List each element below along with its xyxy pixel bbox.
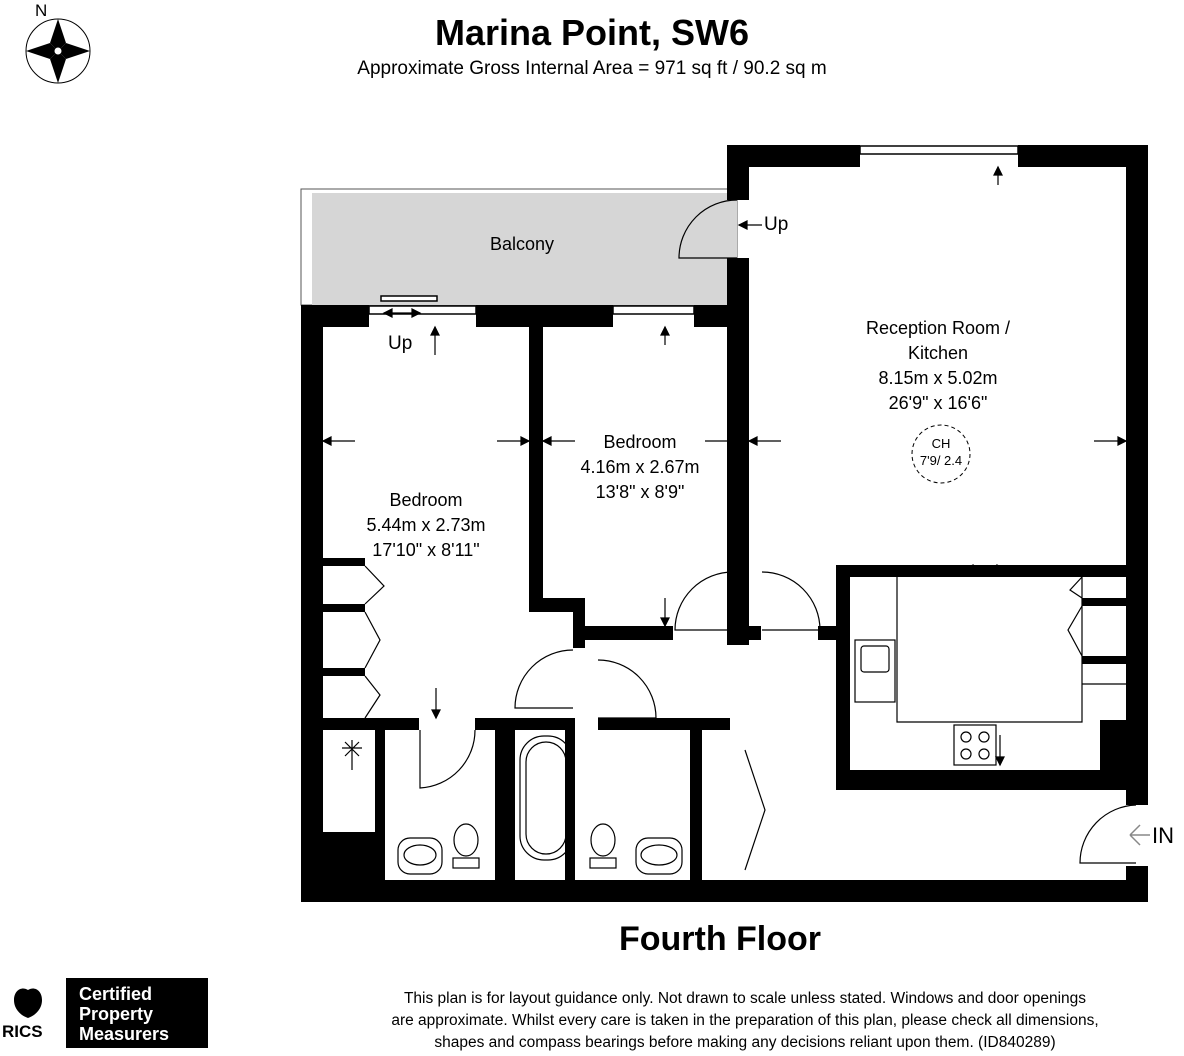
floor-label: Fourth Floor	[618, 920, 822, 958]
bedroom-middle-name: Bedroom	[603, 432, 677, 452]
disclaimer-line-3: shapes and compass bearings before making any decisions reliant upon them. (ID840289)	[434, 1034, 1056, 1051]
rics-label: RICS	[2, 1022, 43, 1041]
entrance-label: IN	[1152, 823, 1174, 848]
reception-metric: 8.15m x 5.02m	[878, 368, 998, 388]
bedroom-left-imperial: 17'10" x 8'11"	[372, 540, 480, 560]
reception-name-2: Kitchen	[907, 343, 969, 363]
disclaimer-line-1: This plan is for layout guidance only. Not drawn to scale unless stated. Windows and door openings	[403, 990, 1087, 1007]
plan-title: Marina Point, SW6	[434, 12, 750, 53]
compass-rose-icon	[26, 19, 90, 83]
reception-imperial: 26'9" x 16'6"	[888, 393, 988, 413]
certified-property-measurers-badge	[66, 978, 208, 1048]
bedroom-left-metric: 5.44m x 2.73m	[366, 515, 486, 535]
badge-line-1: Certified	[79, 984, 153, 1004]
badge-line-3: Measurers	[79, 1024, 170, 1044]
balcony-label: Balcony	[489, 234, 555, 254]
ceiling-height-label	[911, 435, 971, 469]
entrance-arrow-icon	[1130, 825, 1150, 845]
up-marker-balcony: Up	[764, 214, 789, 235]
bedroom-left-name: Bedroom	[389, 490, 463, 510]
bedroom-middle-metric: 4.16m x 2.67m	[580, 457, 700, 477]
bedroom-middle-label	[540, 430, 740, 505]
area-subtitle: Approximate Gross Internal Area = 971 sq ft / 90.2 sq m	[357, 58, 827, 79]
ceiling-height-title: CH	[931, 436, 951, 451]
bedroom-left-label	[326, 488, 526, 563]
compass-north-label: N	[35, 1, 48, 20]
disclaimer-line-2: are approximate. Whilst every care is taken in the preparation of this plan, please check all dimensions,	[391, 1012, 1099, 1029]
ceiling-height-value: 7'9/ 2.4	[919, 453, 963, 468]
up-marker-bedroom: Up	[388, 333, 413, 354]
badge-line-2: Property	[79, 1004, 154, 1024]
bedroom-middle-imperial: 13'8" x 8'9"	[595, 482, 685, 502]
reception-label	[828, 316, 1048, 416]
reception-name: Reception Room /	[865, 318, 1011, 338]
disclaimer	[330, 988, 1160, 1054]
